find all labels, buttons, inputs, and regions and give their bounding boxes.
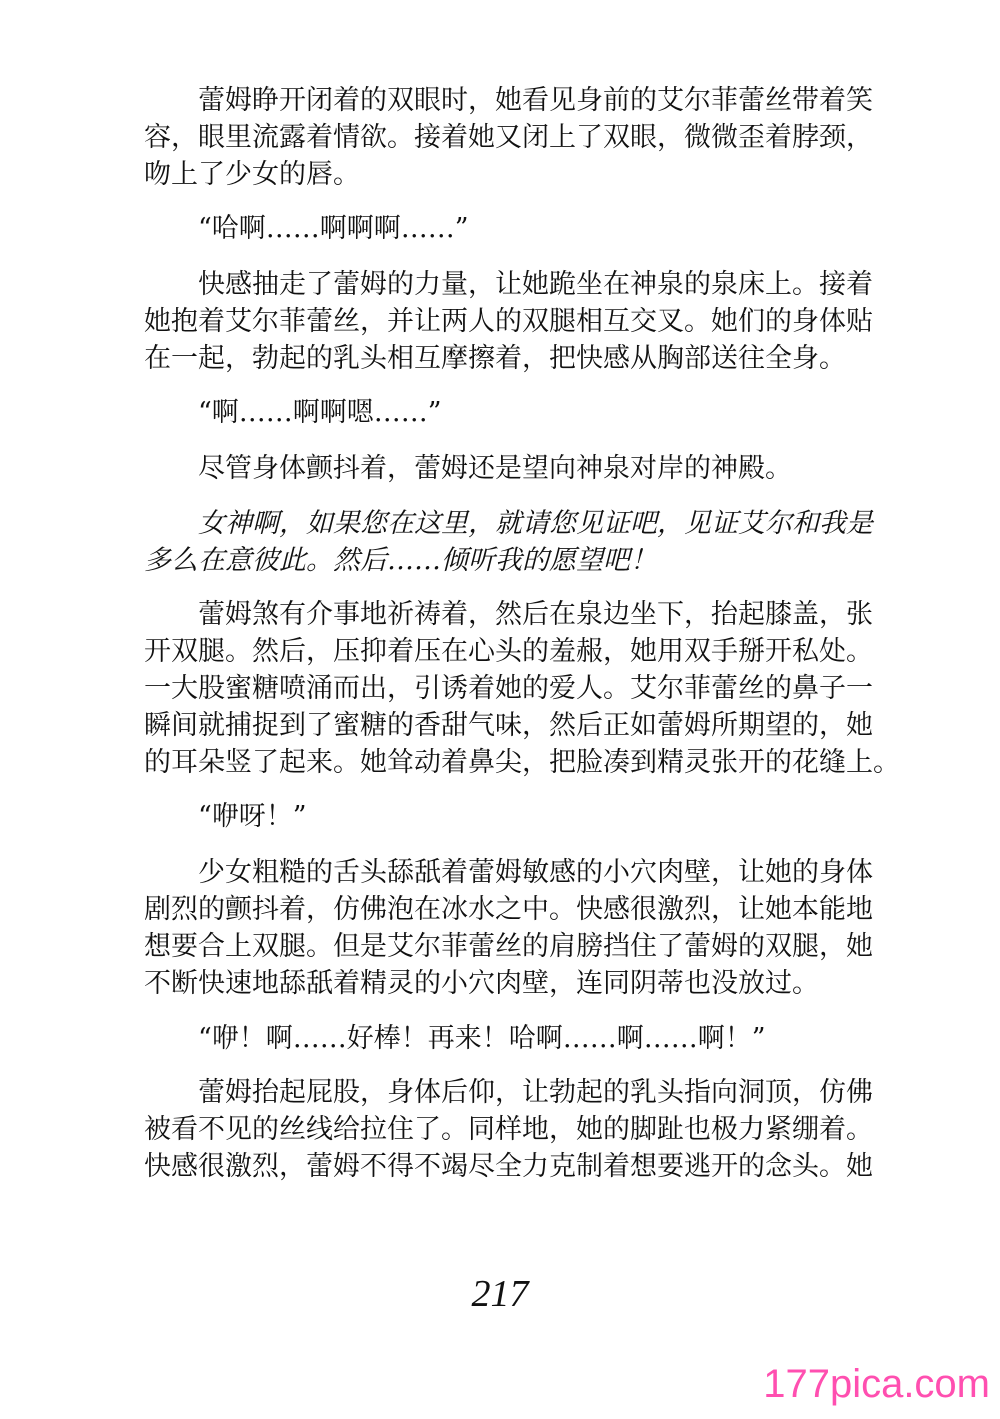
paragraph-6: 蕾姆抬起屁股，身体后仰，让勃起的乳头指向洞顶，仿佛 被看不见的丝线给拉住了。同样地，她的脚趾也极力紧绷着。 快感很激烈，蕾姆不得不竭尽全力克制着想要逃开的念头。她 bbox=[144, 1077, 873, 1182]
paragraph-3: 尽管身体颤抖着，蕾姆还是望向神泉对岸的神殿。 bbox=[144, 453, 792, 484]
watermark: 177pica.com bbox=[763, 1362, 990, 1406]
paragraph-1: 蕾姆睁开闭着的双眼时，她看见身前的艾尔菲蕾丝带着笑 容，眼里流露着情欲。接着她又闭上了双眼，微微歪着脖颈， 吻上了少女的唇。 bbox=[144, 85, 873, 190]
dialogue-1: “哈啊……啊啊啊……” bbox=[144, 213, 469, 244]
paragraph-4: 蕾姆煞有介事地祈祷着，然后在泉边坐下，抬起膝盖，张 开双腿。然后，压抑着压在心头的羞赧，她用双手掰开私处。 一大股蜜糖喷涌而出，引诱着她的爱人。艾尔菲蕾丝的鼻子一 瞬间就捕捉到了蜜糖的香甜气味，然后正如蕾姆所期望的，她 的耳朵竖了起来。她耸动着鼻尖，把脸凑到精灵张开的花缝上。 bbox=[144, 599, 900, 778]
dialogue-2: “啊……啊啊嗯……” bbox=[144, 397, 442, 428]
dialogue-4: “咿！啊……好棒！再来！哈啊……啊……啊！” bbox=[144, 1023, 766, 1054]
page-number: 217 bbox=[471, 1273, 529, 1315]
dialogue-3: “咿呀！” bbox=[144, 801, 307, 832]
inner-thought: 女神啊，如果您在这里，就请您见证吧，见证艾尔和我是 多么在意彼此。然后……倾听我的愿望吧！ bbox=[144, 508, 873, 576]
paragraph-5: 少女粗糙的舌头舔舐着蕾姆敏感的小穴肉壁，让她的身体 剧烈的颤抖着，仿佛泡在冰水之中。快感很激烈，让她本能地 想要合上双腿。但是艾尔菲蕾丝的肩膀挡住了蕾姆的双腿，她 不断快速地舔舐着精灵的小穴肉壁，连同阴蒂也没放过。 bbox=[144, 857, 873, 999]
paragraph-2: 快感抽走了蕾姆的力量，让她跪坐在神泉的泉床上。接着 她抱着艾尔菲蕾丝，并让两人的双腿相互交叉。她们的身体贴 在一起，勃起的乳头相互摩擦着，把快感从胸部送往全身。 bbox=[144, 269, 873, 374]
